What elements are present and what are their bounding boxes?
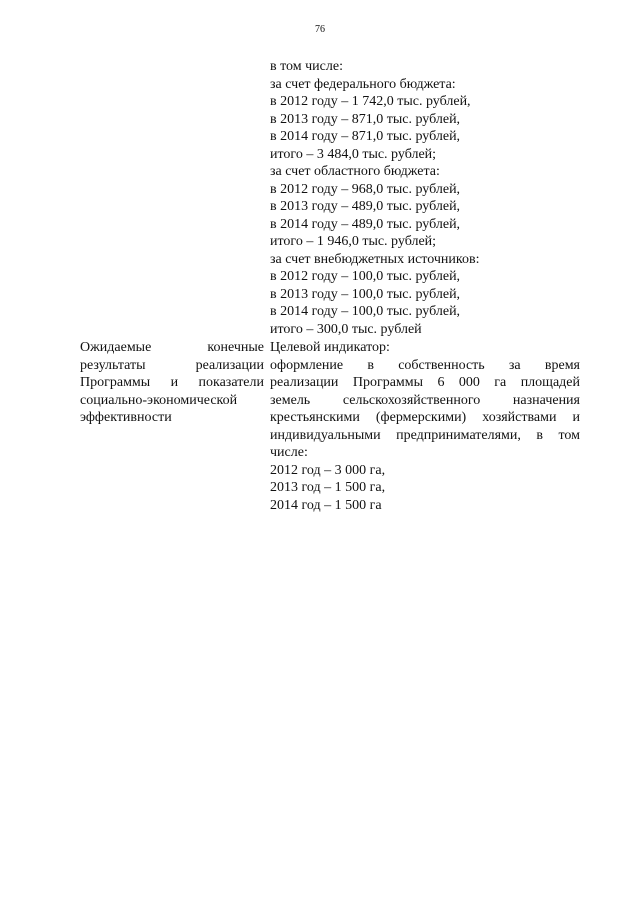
indicator-line: 2012 год – 3 000 га,: [270, 462, 386, 478]
funding-line: за счет внебюджетных источников:: [270, 251, 480, 267]
funding-line: в 2013 году – 489,0 тыс. рублей,: [270, 199, 461, 214]
target-indicator-block: [270, 339, 580, 514]
funding-sources-block: [270, 58, 580, 338]
funding-line: итого – 1 946,0 тыс. рублей;: [270, 234, 437, 249]
funding-line: в 2013 году – 871,0 тыс. рублей,: [270, 111, 461, 127]
label-line: Программы и показатели: [80, 375, 264, 390]
funding-line: в 2014 году – 871,0 тыс. рублей,: [270, 129, 461, 144]
funding-line: в 2012 году – 1 742,0 тыс. рублей,: [270, 94, 471, 109]
funding-line: итого – 3 484,0 тыс. рублей;: [270, 146, 437, 162]
label-line: эффективности: [80, 410, 172, 425]
indicator-line: числе:: [270, 445, 308, 460]
funding-line: в 2014 году – 100,0 тыс. рублей,: [270, 304, 461, 319]
indicator-line: земель сельскохозяйственного назначения: [270, 392, 580, 408]
indicator-line: индивидуальными предпринимателями, в том: [270, 427, 580, 443]
funding-line: в 2014 году – 489,0 тыс. рублей,: [270, 216, 461, 232]
label-line: результаты реализации: [80, 357, 264, 373]
indicator-line: 2014 год – 1 500 га: [270, 497, 382, 513]
indicator-line: 2013 год – 1 500 га,: [270, 480, 386, 495]
funding-line: за счет федерального бюджета:: [270, 76, 456, 92]
label-line: Ожидаемые конечные: [80, 340, 264, 355]
indicator-line: Целевой индикатор:: [270, 340, 390, 355]
funding-line: в том числе:: [270, 59, 343, 74]
page-number: 76: [315, 24, 325, 35]
indicator-line: оформление в собственность за время: [270, 357, 580, 373]
funding-line: в 2012 году – 968,0 тыс. рублей,: [270, 181, 461, 197]
label-line: социально-экономической: [80, 392, 238, 408]
indicator-line: реализации Программы 6 000 га площадей: [270, 375, 580, 390]
funding-line: за счет областного бюджета:: [270, 164, 440, 179]
funding-line: в 2012 году – 100,0 тыс. рублей,: [270, 269, 461, 284]
indicator-line: крестьянскими (фермерскими) хозяйствами и: [270, 410, 580, 425]
expected-results-label: [80, 339, 264, 427]
funding-line: в 2013 году – 100,0 тыс. рублей,: [270, 286, 461, 302]
funding-line: итого – 300,0 тыс. рублей: [270, 321, 422, 337]
